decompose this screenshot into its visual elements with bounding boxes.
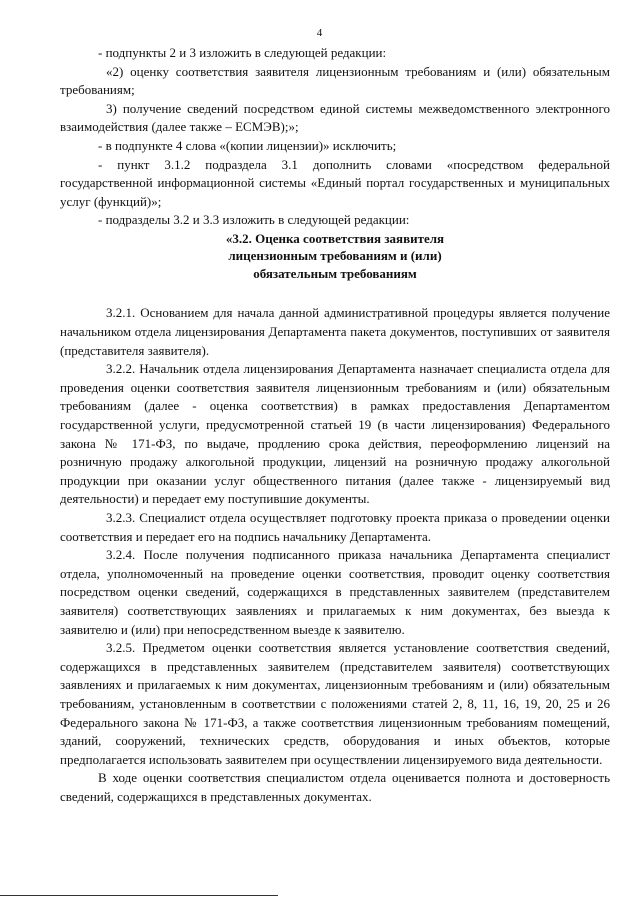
clause-paragraph: 3.2.3. Специалист отдела осуществляет подготовку проекта приказа о проведении оценки соответствия и передает его на подпись начальнику Департамента. [60, 509, 610, 544]
footer-divider [0, 895, 278, 896]
clause-paragraph: 3.2.2. Начальник отдела лицензирования Департамента назначает специалиста отдела для проведения оценки соответствия заявителя лицензионным требованиям и (или) обязательным требованиям (далее - оценка соответствия) в рамках предоставления Департаментом государственной услуги, предусмотренной статьей 19 (в части лицензирования) Федерального закона № 171-ФЗ, по выдаче, продлению срока действия, переоформлению лицензий на розничную продажу алкогольной продукции, лицензий на розничную продажу алкогольной продукции при оказании услуг общественного питания (далее также - лицензируемый вид деятельности) и передает ему поступившие документы. [60, 361, 610, 507]
clause-paragraph: 3.2.1. Основанием для начала данной административной процедуры является получение начальником отдела лицензирования Департамента пакета документов, поступивших от заявителя (представителя заявителя). [60, 305, 610, 358]
clause-paragraph: 3.2.5. Предметом оценки соответствия является установление соответствия сведений, содержащихся в представленных заявителем (представителем заявителя) соответствующих заявлениях и прилагаемых к ним документах, лицензионным требованиям и (или) обязательным требованиям, установленным в соответствии с положениями статей 2, 8, 11, 16, 19, 20, 25 и 26 Федерального закона № 171-ФЗ, а также соответствия лицензионным требованиям помещений, зданий, сооружений, технических средств, оборудования и иных объектов, которые предполагается использовать заявителем при осуществлении лицензируемого вида деятельности. [60, 640, 610, 767]
section-heading [60, 230, 610, 283]
section-heading-line: лицензионным требованиям и (или) [228, 248, 442, 264]
document-body [60, 44, 610, 806]
section-heading-line: «3.2. Оценка соответствия заявителя [225, 230, 445, 246]
amendment-paragraph: - в подпункте 4 слова «(копии лицензии)» исключить; [98, 137, 397, 153]
clause-paragraph: 3.2.4. После получения подписанного приказа начальника Департамента специалист отдела, уполномоченный на проведение оценки соответствия, проводит оценку соответствия посредством оценки сведений, содержащихся в представленных заявителем (представителем заявителя) соответствующих заявлениях и прилагаемых к ним документах, без выезда к заявителю и (или) при непосредственном выезде к заявителю. [60, 547, 610, 637]
clause-paragraph: В ходе оценки соответствия специалистом отдела оценивается полнота и достоверность сведений, содержащихся в представленных документах. [60, 770, 610, 804]
amendment-paragraph: «2) оценку соответствия заявителя лицензионным требованиям и (или) обязательным требованиям; [60, 63, 610, 98]
amendment-paragraph: - подразделы 3.2 и 3.3 изложить в следующей редакции: [98, 212, 410, 228]
section-heading-line: обязательным требованиям [253, 265, 417, 281]
amendment-paragraph: 3) получение сведений посредством единой системы межведомственного электронного взаимодействия (далее также – ЕСМЭВ);»; [60, 100, 610, 135]
amendment-paragraph: - пункт 3.1.2 подраздела 3.1 дополнить словами «посредством федеральной государственной информационной системы «Единый портал государственных и муниципальных услуг (функций)»; [60, 156, 610, 209]
amendment-paragraph: - подпункты 2 и 3 изложить в следующей редакции: [98, 45, 387, 60]
page-number: 4 [316, 27, 323, 39]
